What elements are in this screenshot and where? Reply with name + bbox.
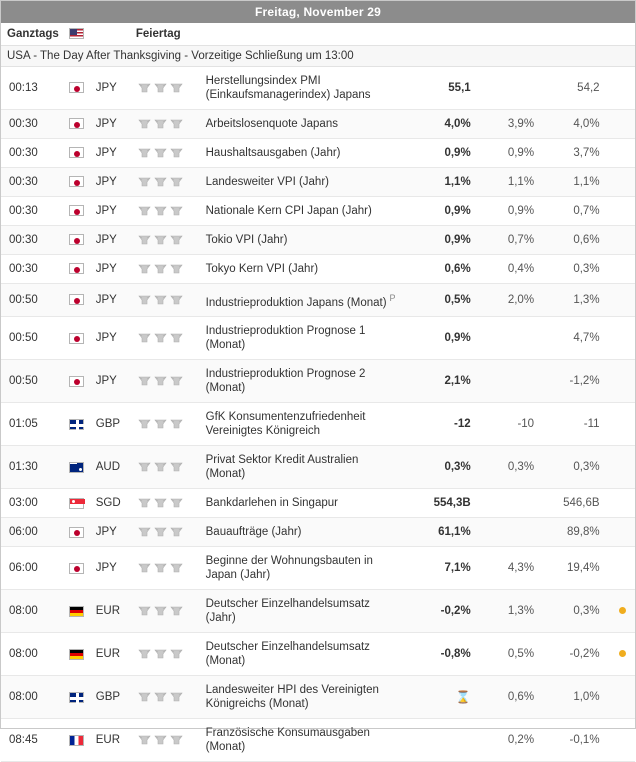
row-flag xyxy=(62,403,89,446)
row-revision-marker xyxy=(610,317,635,360)
row-time: 00:50 xyxy=(1,360,62,403)
row-previous-value: 19,4% xyxy=(544,547,610,590)
importance-bull-icon xyxy=(138,118,151,130)
importance-bull-icon xyxy=(154,605,167,617)
row-currency: EUR xyxy=(90,633,130,676)
importance-bull-icon xyxy=(154,648,167,660)
row-flag xyxy=(62,225,89,254)
row-time: 08:00 xyxy=(1,590,62,633)
row-importance[interactable] xyxy=(130,446,200,489)
row-forecast-value xyxy=(481,489,544,518)
jp-flag-icon xyxy=(68,205,83,216)
row-currency: JPY xyxy=(90,225,130,254)
row-time: 00:30 xyxy=(1,138,62,167)
row-time: 06:00 xyxy=(1,547,62,590)
jp-flag-icon xyxy=(68,263,83,274)
row-previous-value: 0,3% xyxy=(544,446,610,489)
row-forecast-value xyxy=(481,360,544,403)
importance-bull-icon xyxy=(138,734,151,746)
row-forecast-value: 0,9% xyxy=(481,138,544,167)
importance-bull-icon xyxy=(138,205,151,217)
jp-flag-icon xyxy=(68,563,83,574)
row-revision-marker xyxy=(610,676,635,719)
importance-bull-icon xyxy=(138,82,151,94)
row-revision-marker xyxy=(610,167,635,196)
row-actual-value: 0,9% xyxy=(407,317,481,360)
importance-bull-icon xyxy=(154,205,167,217)
row-event-name[interactable]: Haushaltsausgaben (Jahr) xyxy=(200,138,407,167)
row-forecast-value: 0,2% xyxy=(481,719,544,762)
row-time: 08:00 xyxy=(1,633,62,676)
row-previous-value: 1,1% xyxy=(544,167,610,196)
importance-bull-icon xyxy=(154,234,167,246)
importance-bull-icon xyxy=(170,234,183,246)
row-currency: JPY xyxy=(90,254,130,283)
column-header-currency xyxy=(90,23,130,45)
holiday-row xyxy=(1,45,635,66)
us-flag-icon xyxy=(68,28,83,39)
row-time: 00:30 xyxy=(1,225,62,254)
row-currency: AUD xyxy=(90,446,130,489)
importance-bull-icon xyxy=(170,562,183,574)
importance-bull-icon xyxy=(170,648,183,660)
jp-flag-icon xyxy=(68,294,83,305)
row-currency: JPY xyxy=(90,196,130,225)
table-row[interactable] xyxy=(1,196,635,225)
row-flag xyxy=(62,489,89,518)
row-currency: GBP xyxy=(90,676,130,719)
row-currency: JPY xyxy=(90,109,130,138)
table-row[interactable] xyxy=(1,317,635,360)
row-event-name[interactable]: Landesweiter HPI des Vereinigten Königreichs (Monat) xyxy=(200,676,407,719)
table-row[interactable] xyxy=(1,225,635,254)
importance-bull-icon xyxy=(138,497,151,509)
row-event-name[interactable]: Tokyo Kern VPI (Jahr) xyxy=(200,254,407,283)
row-revision-marker xyxy=(610,518,635,547)
row-flag xyxy=(62,138,89,167)
column-header-time: Ganztags xyxy=(1,23,62,45)
row-revision-marker xyxy=(610,109,635,138)
date-title: Freitag, November 29 xyxy=(254,5,382,19)
importance-bull-icon xyxy=(170,294,183,306)
row-forecast-value: 1,1% xyxy=(481,167,544,196)
importance-bull-icon xyxy=(170,418,183,430)
row-time: 00:50 xyxy=(1,317,62,360)
row-actual-value xyxy=(407,676,481,719)
row-event-name[interactable]: Arbeitslosenquote Japans xyxy=(200,109,407,138)
row-actual-value: 554,3B xyxy=(407,489,481,518)
date-header xyxy=(1,1,635,23)
table-row[interactable] xyxy=(1,66,635,109)
row-importance[interactable] xyxy=(130,196,200,225)
calendar-table xyxy=(1,23,635,762)
table-row[interactable] xyxy=(1,403,635,446)
row-flag xyxy=(62,167,89,196)
row-flag xyxy=(62,360,89,403)
row-previous-value: -0,1% xyxy=(544,719,610,762)
row-currency: JPY xyxy=(90,66,130,109)
importance-bull-icon xyxy=(154,118,167,130)
table-row[interactable] xyxy=(1,676,635,719)
importance-bull-icon xyxy=(154,294,167,306)
row-revision-marker xyxy=(610,283,635,317)
row-forecast-value: 0,7% xyxy=(481,225,544,254)
row-forecast-value: 0,6% xyxy=(481,676,544,719)
row-currency: EUR xyxy=(90,719,130,762)
row-importance[interactable] xyxy=(130,676,200,719)
sg-flag-icon xyxy=(68,498,83,509)
row-importance[interactable] xyxy=(130,283,200,317)
row-forecast-value: 0,3% xyxy=(481,446,544,489)
row-event-name[interactable]: Herstellungsindex PMI (Einkaufsmanagerindex) Japans xyxy=(200,66,407,109)
importance-bull-icon xyxy=(170,263,183,275)
row-time: 00:30 xyxy=(1,196,62,225)
row-time: 03:00 xyxy=(1,489,62,518)
row-flag xyxy=(62,633,89,676)
row-actual-value: 0,9% xyxy=(407,138,481,167)
importance-bull-icon xyxy=(154,176,167,188)
row-revision-marker xyxy=(610,225,635,254)
importance-bull-icon xyxy=(154,734,167,746)
row-previous-value: 546,6B xyxy=(544,489,610,518)
row-flag xyxy=(62,254,89,283)
importance-bull-icon xyxy=(154,526,167,538)
importance-bull-icon xyxy=(154,497,167,509)
row-currency: JPY xyxy=(90,317,130,360)
row-actual-value: 61,1% xyxy=(407,518,481,547)
de-flag-icon xyxy=(68,606,83,617)
row-revision-marker xyxy=(610,489,635,518)
row-revision-marker xyxy=(610,66,635,109)
jp-flag-icon xyxy=(68,333,83,344)
row-time: 08:45 xyxy=(1,719,62,762)
row-forecast-value: 1,3% xyxy=(481,590,544,633)
jp-flag-icon xyxy=(68,118,83,129)
row-forecast-value: 0,5% xyxy=(481,633,544,676)
table-row[interactable] xyxy=(1,109,635,138)
row-importance[interactable] xyxy=(130,719,200,762)
table-row[interactable] xyxy=(1,254,635,283)
importance-bull-icon xyxy=(138,332,151,344)
row-forecast-value: 4,3% xyxy=(481,547,544,590)
column-header-marker xyxy=(610,23,635,45)
row-event-name[interactable]: Industrieproduktion Prognose 1 (Monat) xyxy=(200,317,407,360)
row-currency: JPY xyxy=(90,360,130,403)
row-revision-marker xyxy=(610,719,635,762)
row-event-revision-flag: P xyxy=(389,292,396,303)
row-actual-value: 4,0% xyxy=(407,109,481,138)
importance-bull-icon xyxy=(138,691,151,703)
row-previous-value: -0,2% xyxy=(544,633,610,676)
row-event-name[interactable]: Nationale Kern CPI Japan (Jahr) xyxy=(200,196,407,225)
row-event-name[interactable]: Bauaufträge (Jahr) xyxy=(200,518,407,547)
importance-bull-icon xyxy=(170,526,183,538)
row-importance[interactable] xyxy=(130,317,200,360)
row-previous-value: -11 xyxy=(544,403,610,446)
row-event-name[interactable]: Industrieproduktion Japans (Monat) $^P$ xyxy=(200,283,407,317)
row-actual-value: 0,9% xyxy=(407,196,481,225)
fr-flag-icon xyxy=(68,735,83,746)
importance-bull-icon xyxy=(154,375,167,387)
row-currency: JPY xyxy=(90,547,130,590)
row-event-name[interactable]: Französische Konsumausgaben (Monat) xyxy=(200,719,407,762)
table-row[interactable] xyxy=(1,489,635,518)
row-flag xyxy=(62,317,89,360)
row-forecast-value: -10 xyxy=(481,403,544,446)
row-forecast-value: 0,4% xyxy=(481,254,544,283)
importance-bull-icon xyxy=(170,118,183,130)
row-actual-value: -0,2% xyxy=(407,590,481,633)
importance-bull-icon xyxy=(138,418,151,430)
row-previous-value: 4,7% xyxy=(544,317,610,360)
row-importance[interactable] xyxy=(130,360,200,403)
row-importance[interactable] xyxy=(130,66,200,109)
column-header-previous xyxy=(544,23,610,45)
row-revision-marker xyxy=(610,633,635,676)
row-event-name[interactable]: Industrieproduktion Prognose 2 (Monat) xyxy=(200,360,407,403)
row-actual-value: 55,1 xyxy=(407,66,481,109)
row-actual-value: 0,3% xyxy=(407,446,481,489)
table-row[interactable] xyxy=(1,138,635,167)
row-actual-value: -0,8% xyxy=(407,633,481,676)
row-event-name[interactable]: GfK Konsumentenzufriedenheit Vereinigtes Königreich xyxy=(200,403,407,446)
column-header-flag xyxy=(62,23,89,45)
jp-flag-icon xyxy=(68,234,83,245)
row-actual-value: -12 xyxy=(407,403,481,446)
row-previous-value: 89,8% xyxy=(544,518,610,547)
row-event-name[interactable]: Bankdarlehen in Singapur xyxy=(200,489,407,518)
row-time: 06:00 xyxy=(1,518,62,547)
gb-flag-icon xyxy=(68,692,83,703)
row-revision-marker xyxy=(610,254,635,283)
importance-bull-icon xyxy=(154,82,167,94)
holiday-text: USA - The Day After Thanksgiving - Vorzeitige Schließung um 13:00 xyxy=(1,45,635,66)
table-row[interactable] xyxy=(1,719,635,762)
row-flag xyxy=(62,109,89,138)
revision-dot-icon xyxy=(619,607,626,614)
jp-flag-icon xyxy=(68,147,83,158)
importance-bull-icon xyxy=(138,147,151,159)
row-actual-value: 0,6% xyxy=(407,254,481,283)
importance-bull-icon xyxy=(154,263,167,275)
importance-bull-icon xyxy=(170,332,183,344)
importance-bull-icon xyxy=(138,648,151,660)
row-flag xyxy=(62,283,89,317)
importance-bull-icon xyxy=(138,605,151,617)
importance-bull-icon xyxy=(138,294,151,306)
row-time: 00:30 xyxy=(1,254,62,283)
row-actual-value: 7,1% xyxy=(407,547,481,590)
gb-flag-icon xyxy=(68,419,83,430)
row-importance[interactable] xyxy=(130,225,200,254)
importance-bull-icon xyxy=(138,461,151,473)
row-previous-value: 1,3% xyxy=(544,283,610,317)
row-event-name[interactable]: Deutscher Einzelhandelsumsatz (Jahr) xyxy=(200,590,407,633)
row-importance[interactable] xyxy=(130,633,200,676)
row-previous-value: 0,7% xyxy=(544,196,610,225)
table-row[interactable] xyxy=(1,167,635,196)
importance-bull-icon xyxy=(170,375,183,387)
row-time: 00:30 xyxy=(1,109,62,138)
row-currency: JPY xyxy=(90,283,130,317)
table-row[interactable] xyxy=(1,446,635,489)
row-importance[interactable] xyxy=(130,518,200,547)
importance-bull-icon xyxy=(170,176,183,188)
row-currency: JPY xyxy=(90,518,130,547)
row-event-name[interactable]: Privat Sektor Kredit Australien (Monat) xyxy=(200,446,407,489)
importance-bull-icon xyxy=(138,176,151,188)
row-currency: JPY xyxy=(90,138,130,167)
row-previous-value: 0,6% xyxy=(544,225,610,254)
table-row[interactable] xyxy=(1,633,635,676)
importance-bull-icon xyxy=(138,375,151,387)
row-flag xyxy=(62,547,89,590)
importance-bull-icon xyxy=(170,82,183,94)
row-importance[interactable] xyxy=(130,590,200,633)
importance-bull-icon xyxy=(138,234,151,246)
row-actual-value xyxy=(407,719,481,762)
jp-flag-icon xyxy=(68,376,83,387)
row-importance[interactable] xyxy=(130,403,200,446)
row-time: 00:50 xyxy=(1,283,62,317)
de-flag-icon xyxy=(68,649,83,660)
row-time: 00:30 xyxy=(1,167,62,196)
column-header-event xyxy=(200,23,407,45)
row-currency: SGD xyxy=(90,489,130,518)
importance-bull-icon xyxy=(154,691,167,703)
importance-bull-icon xyxy=(170,497,183,509)
importance-bull-icon xyxy=(170,691,183,703)
row-actual-value: 1,1% xyxy=(407,167,481,196)
column-header-forecast xyxy=(481,23,544,45)
jp-flag-icon xyxy=(68,176,83,187)
row-forecast-value xyxy=(481,66,544,109)
row-actual-value: 0,9% xyxy=(407,225,481,254)
row-time: 08:00 xyxy=(1,676,62,719)
row-currency: EUR xyxy=(90,590,130,633)
row-importance[interactable] xyxy=(130,254,200,283)
row-flag xyxy=(62,719,89,762)
importance-bull-icon xyxy=(170,734,183,746)
calendar-body xyxy=(1,45,635,762)
row-revision-marker xyxy=(610,446,635,489)
table-row[interactable] xyxy=(1,590,635,633)
row-flag xyxy=(62,590,89,633)
row-previous-value: 0,3% xyxy=(544,254,610,283)
table-row[interactable] xyxy=(1,518,635,547)
row-currency: JPY xyxy=(90,167,130,196)
row-previous-value: -1,2% xyxy=(544,360,610,403)
jp-flag-icon xyxy=(68,82,83,93)
row-importance[interactable] xyxy=(130,547,200,590)
row-flag xyxy=(62,196,89,225)
row-importance[interactable] xyxy=(130,138,200,167)
importance-bull-icon xyxy=(154,562,167,574)
row-revision-marker xyxy=(610,138,635,167)
row-time: 00:13 xyxy=(1,66,62,109)
au-flag-icon xyxy=(68,462,83,473)
column-header-importance: Feiertag xyxy=(130,23,200,45)
importance-bull-icon xyxy=(138,263,151,275)
importance-bull-icon xyxy=(170,461,183,473)
importance-bull-icon xyxy=(154,461,167,473)
row-event-name[interactable]: Landesweiter VPI (Jahr) xyxy=(200,167,407,196)
row-flag xyxy=(62,66,89,109)
row-revision-marker xyxy=(610,403,635,446)
importance-bull-icon xyxy=(154,332,167,344)
row-forecast-value: 2,0% xyxy=(481,283,544,317)
importance-bull-icon xyxy=(138,562,151,574)
row-time: 01:05 xyxy=(1,403,62,446)
hourglass-icon: ⌛ xyxy=(455,690,471,705)
row-revision-marker xyxy=(610,360,635,403)
importance-bull-icon xyxy=(170,147,183,159)
table-row[interactable] xyxy=(1,283,635,317)
row-importance[interactable] xyxy=(130,489,200,518)
row-actual-value: 0,5% xyxy=(407,283,481,317)
row-previous-value: 0,3% xyxy=(544,590,610,633)
row-flag xyxy=(62,676,89,719)
table-header-row xyxy=(1,23,635,45)
row-previous-value: 1,0% xyxy=(544,676,610,719)
row-previous-value: 54,2 xyxy=(544,66,610,109)
importance-bull-icon xyxy=(138,526,151,538)
importance-bull-icon xyxy=(154,418,167,430)
row-flag xyxy=(62,518,89,547)
table-row[interactable] xyxy=(1,360,635,403)
row-flag xyxy=(62,446,89,489)
table-row[interactable] xyxy=(1,547,635,590)
importance-bull-icon xyxy=(170,605,183,617)
row-actual-value: 2,1% xyxy=(407,360,481,403)
row-previous-value: 4,0% xyxy=(544,109,610,138)
row-previous-value: 3,7% xyxy=(544,138,610,167)
row-event-name[interactable]: Tokio VPI (Jahr) xyxy=(200,225,407,254)
row-event-name[interactable]: Deutscher Einzelhandelsumsatz (Monat) xyxy=(200,633,407,676)
row-forecast-value: 0,9% xyxy=(481,196,544,225)
row-event-name[interactable]: Beginne der Wohnungsbauten in Japan (Jahr) xyxy=(200,547,407,590)
revision-dot-icon xyxy=(619,650,626,657)
jp-flag-icon xyxy=(68,527,83,538)
row-currency: GBP xyxy=(90,403,130,446)
row-revision-marker xyxy=(610,196,635,225)
row-importance[interactable] xyxy=(130,167,200,196)
row-revision-marker xyxy=(610,590,635,633)
row-forecast-value xyxy=(481,317,544,360)
row-forecast-value: 3,9% xyxy=(481,109,544,138)
importance-bull-icon xyxy=(154,147,167,159)
row-time: 01:30 xyxy=(1,446,62,489)
importance-bull-icon xyxy=(170,205,183,217)
row-importance[interactable] xyxy=(130,109,200,138)
row-forecast-value xyxy=(481,518,544,547)
column-header-actual xyxy=(407,23,481,45)
row-revision-marker xyxy=(610,547,635,590)
